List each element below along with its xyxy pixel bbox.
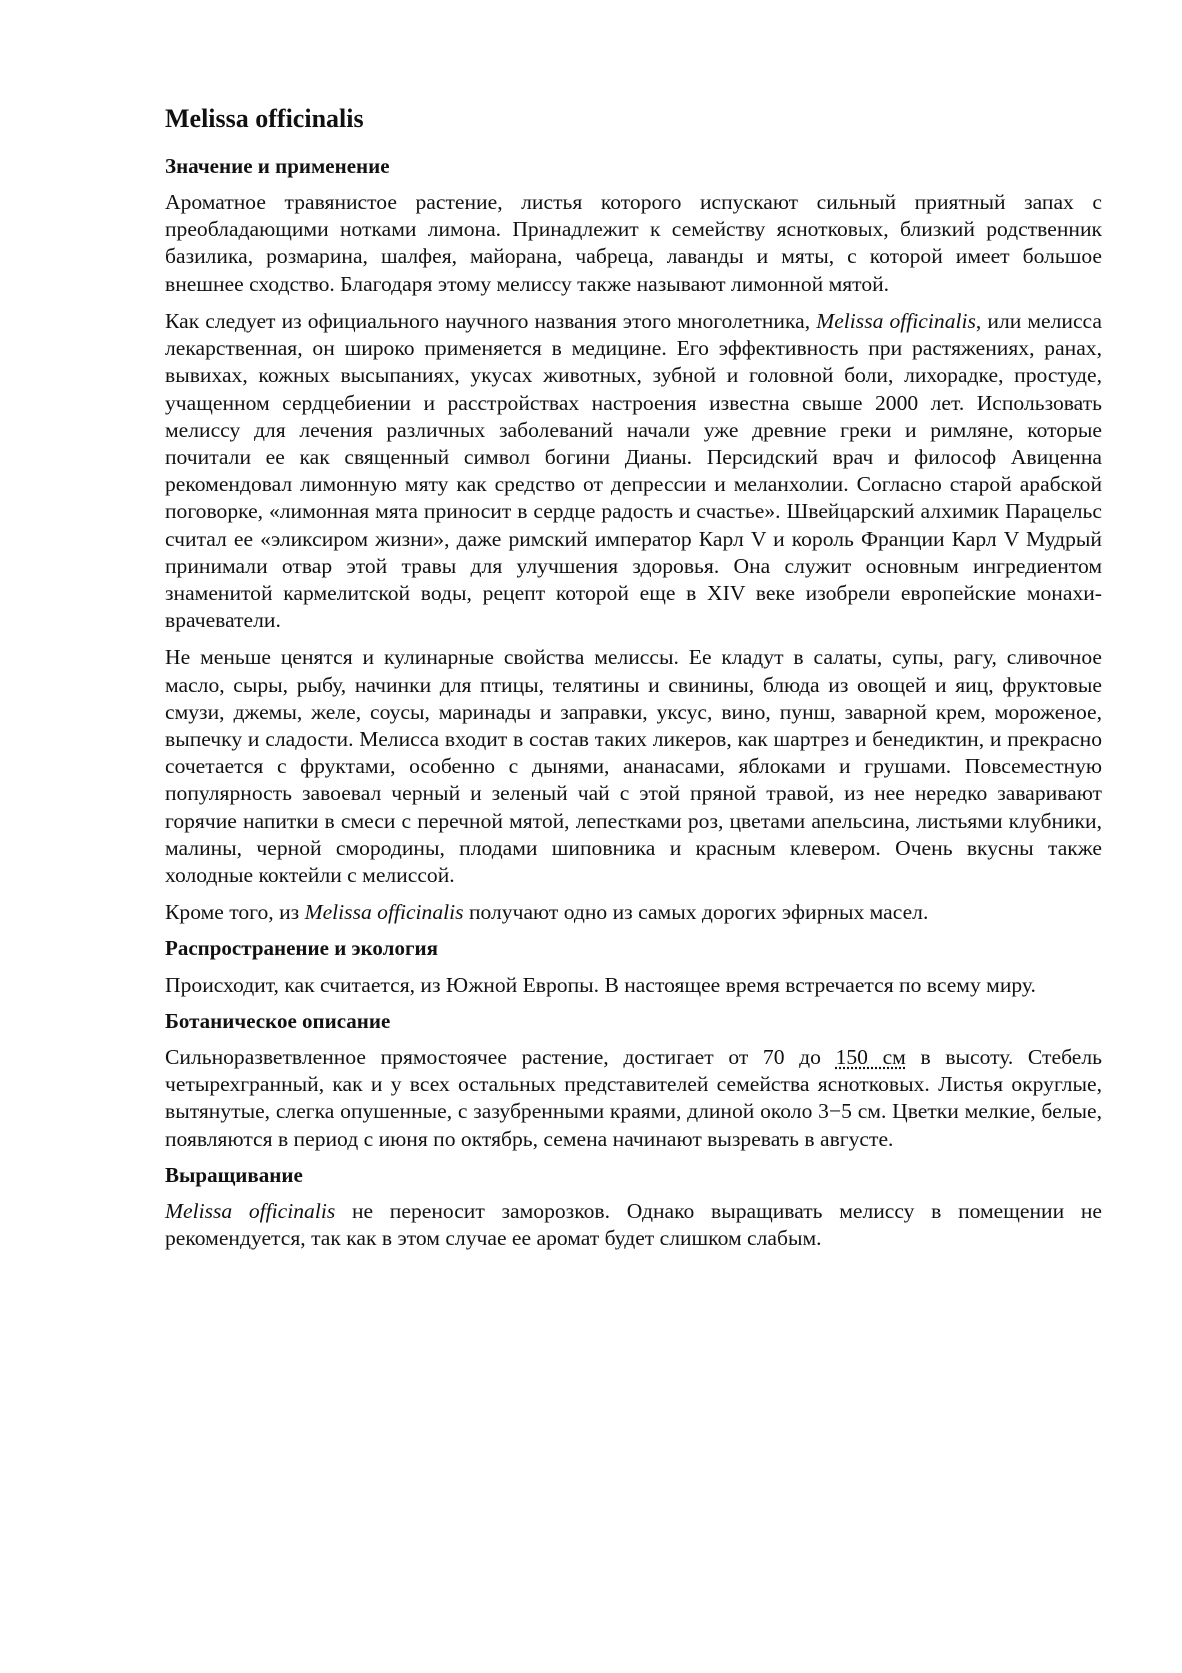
paragraph-meaning-4 — [165, 899, 1102, 926]
section-botany — [165, 1009, 1102, 1153]
latin-name: Melissa officinalis — [165, 1198, 336, 1223]
paragraph-distribution-1: Происходит, как считается, из Южной Европы. В настоящее время встречается по всему миру. — [165, 972, 1036, 997]
paragraph-text: , или мелисса лекарственная, он широко применяется в медицине. Его эффективность при растяжениях, ранах, вывихах, кожных высыпаниях, укусах животных, зубной и головной боли, лихорадке, простуде, учащенном сердцебиении и расстройствах настроения известна свыше 2000 лет. Использовать мелиссу для лечения различных заболеваний начали уже древние греки и римляне, которые почитали ее как священный символ богини Дианы. Персидский врач и философ Авиценна рекомендовал лимонную мяту как средство от депрессии и меланхолии. Согласно старой арабской поговорке, «лимонная мята приносит в сердце радость и счастье». Швейцарский алхимик Парацельс считал ее «эликсиром жизни», даже римский император Карл V и король Франции Карл V Мудрый принимали отвар этой травы для улучшения здоровья. Она служит основным ингредиентом знаменитой кармелитской воды, рецепт которой еще в XIV веке изобрели европейские монахи-врачеватели. — [165, 308, 1102, 633]
paragraph-meaning-2 — [165, 308, 1102, 634]
paragraph-botany-1 — [165, 1044, 1102, 1153]
section-cultivation — [165, 1163, 1102, 1253]
section-meaning — [165, 154, 1102, 926]
section-distribution — [165, 936, 1102, 998]
section-heading-botany: Ботаническое описание — [165, 1008, 391, 1033]
paragraph-text: Сильноразветвленное прямостоячее растение, достигает от 70 до — [165, 1044, 836, 1069]
latin-name: Melissa officinalis — [304, 900, 464, 925]
paragraph-text: получают одно из самых дорогих эфирных масел. — [463, 900, 929, 925]
paragraph-meaning-3: Не меньше ценятся и кулинарные свойства мелиссы. Ее кладут в салаты, супы, рагу, сливочное масло, сыры, рыбу, начинки для птицы, телятины и свинины, блюда из овощей и яиц, фруктовые смузи, джемы, желе, соусы, маринады и заправки, уксус, вино, пунш, заварной крем, мороженое, выпечку и сладости. Мелисса входит в состав таких ликеров, как шартрез и бенедиктин, и прекрасно сочетается с фруктами, особенно с дынями, ананасами, яблоками и грушами. Повсеместную популярность завоевал черный и зеленый чай с этой пряной травой, из нее нередко заваривают горячие напитки в смеси с перечной мятой, лепестками роз, цветами апельсина, листьями клубники, малины, черной смородины, плодами шиповника и красным клевером. Очень вкусны также холодные коктейли с мелиссой. — [165, 645, 1102, 887]
paragraph-cultivation-1 — [165, 1198, 1102, 1252]
document-page — [165, 104, 1102, 1262]
paragraph-meaning-1: Ароматное травянистое растение, листья которого испускают сильный приятный запах с преобладающими нотками лимона. Принадлежит к семейству яснотковых, близкий родственник базилика, розмарина, шалфея, майорана, чабреца, лаванды и мяты, с которой имеет большое внешнее сходство. Благодаря этому мелиссу также называют лимонной мятой. — [165, 190, 1102, 296]
document-title: Melissa officinalis — [165, 104, 364, 133]
paragraph-text: Кроме того, из — [165, 900, 305, 925]
section-heading-distribution: Распространение и экология — [165, 936, 438, 961]
section-heading-cultivation: Выращивание — [165, 1162, 303, 1187]
paragraph-text: Как следует из официального научного названия этого многолетника, — [165, 308, 817, 333]
paragraph-text: в высоту. Стебель четырехгранный, как и у всех остальных представителей семейства яснотковых. Листья округлые, вытянутые, слегка опушенные, с зазубренными краями, длиной около 3−5 см. Цветки мелкие, белые, появляются в период с июня по октябрь, семена начинают вызревать в августе. — [165, 1044, 1102, 1151]
section-heading-meaning: Значение и применение — [165, 153, 390, 178]
measurement: 150 см — [835, 1044, 906, 1069]
paragraph-text: не переносит заморозков. Однако выращивать мелиссу в помещении не рекомендуется, так как в этом случае ее аромат будет слишком слабым. — [165, 1198, 1102, 1251]
latin-name: Melissa officinalis — [816, 308, 976, 333]
